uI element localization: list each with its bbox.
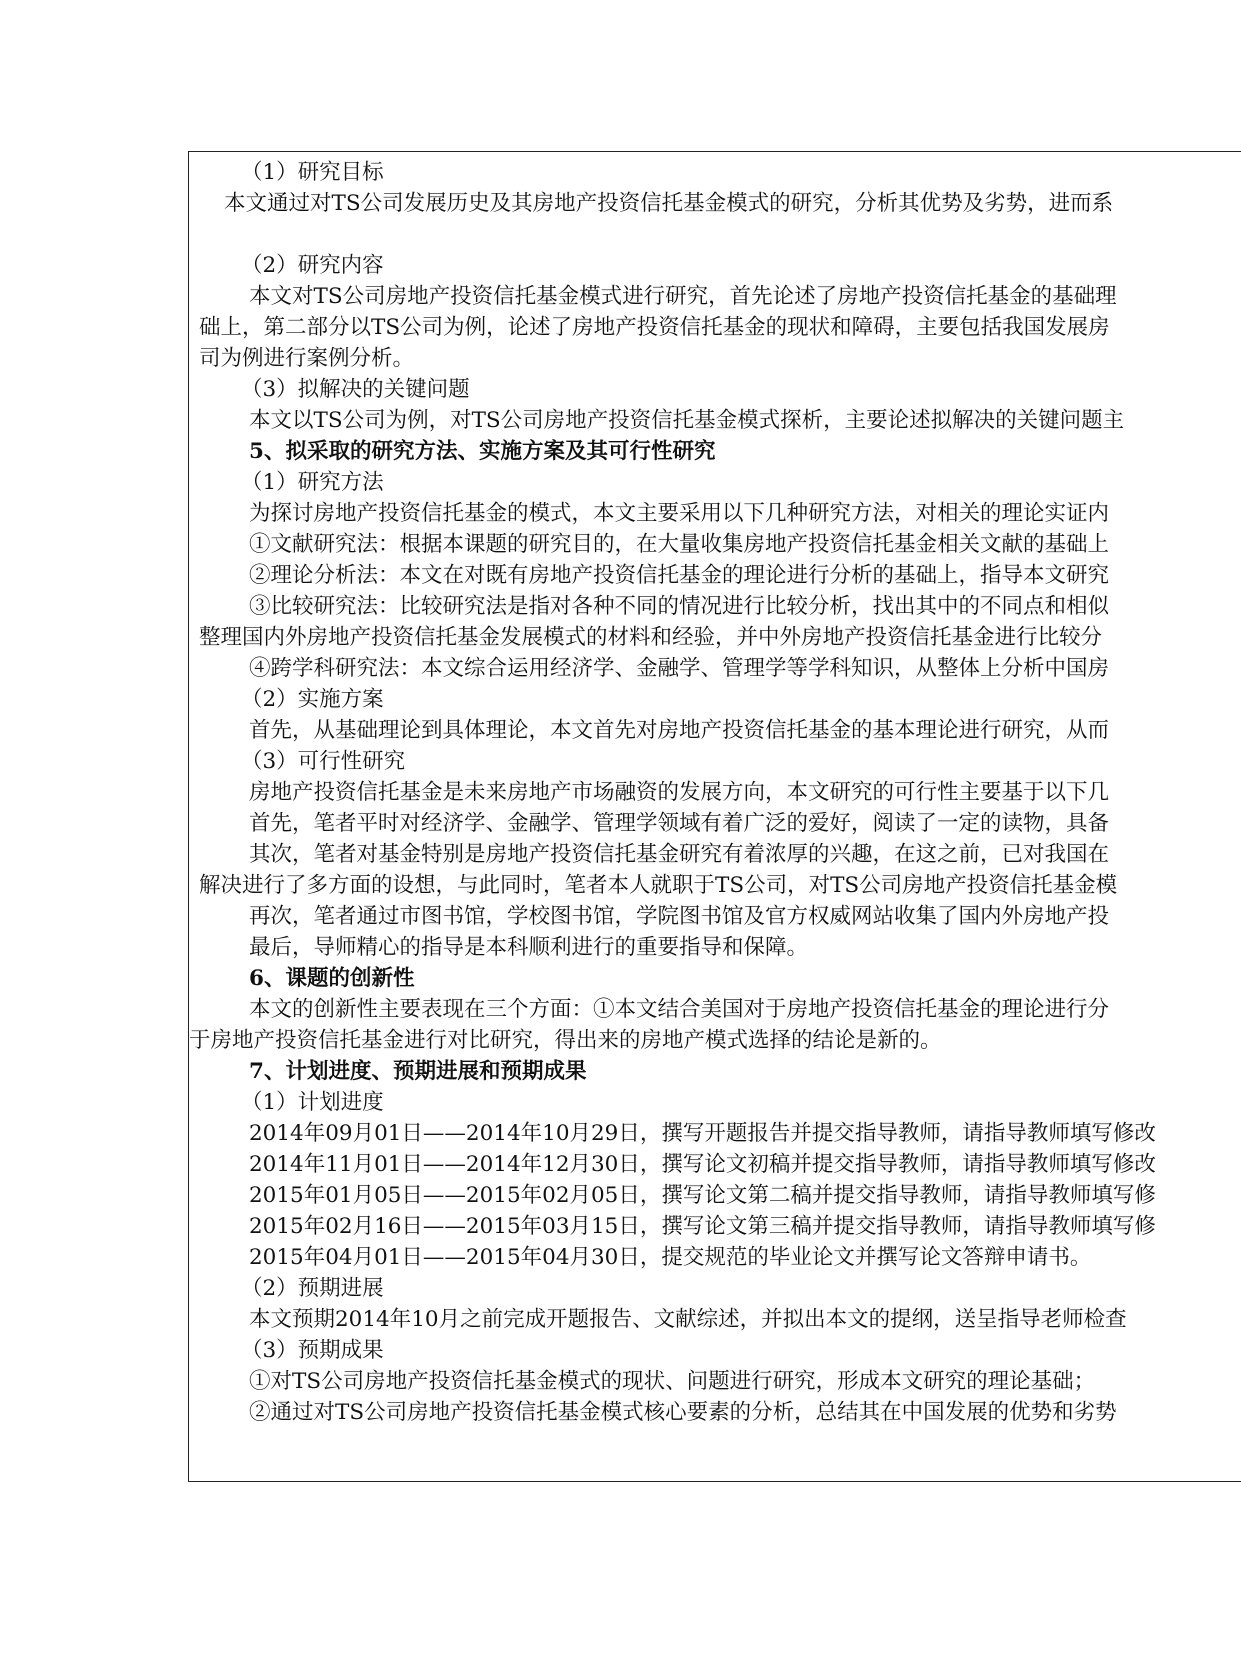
paragraph-line: 再次，笔者通过市图书馆，学校图书馆，学院图书馆及官方权威网站收集了国内外房地产投 bbox=[249, 904, 1110, 929]
paragraph-line: 于房地产投资信托基金进行对比研究，得出来的房地产模式选择的结论是新的。 bbox=[189, 1028, 942, 1053]
paragraph-line: （2）研究内容 bbox=[241, 253, 384, 278]
paragraph-line: 为探讨房地产投资信托基金的模式，本文主要采用以下几种研究方法，对相关的理论实证内 bbox=[249, 501, 1110, 526]
paragraph-line: 最后，导师精心的指导是本科顺利进行的重要指导和保障。 bbox=[249, 935, 809, 960]
paragraph-line: （2）预期进展 bbox=[241, 1276, 384, 1301]
paragraph-line: （1）研究目标 bbox=[241, 160, 384, 185]
paragraph-line: ①文献研究法：根据本课题的研究目的，在大量收集房地产投资信托基金相关文献的基础上 bbox=[249, 532, 1110, 557]
paragraph-line: 首先，笔者平时对经济学、金融学、管理学领域有着广泛的爱好，阅读了一定的读物，具备 bbox=[249, 811, 1110, 836]
paragraph-line: 房地产投资信托基金是未来房地产市场融资的发展方向，本文研究的可行性主要基于以下几 bbox=[249, 780, 1110, 805]
paragraph-line: 2014年09月01日——2014年10月29日，撰写开题报告并提交指导教师，请指导教师填写修改 bbox=[249, 1121, 1156, 1146]
section-heading: 6、课题的创新性 bbox=[249, 966, 415, 991]
paragraph-line: （3）可行性研究 bbox=[241, 749, 406, 774]
paragraph-line: 首先，从基础理论到具体理论，本文首先对房地产投资信托基金的基本理论进行研究，从而 bbox=[249, 718, 1110, 743]
paragraph-line: （3）拟解决的关键问题 bbox=[241, 377, 470, 402]
paragraph-line: （1）研究方法 bbox=[241, 470, 384, 495]
section-heading: 5、拟采取的研究方法、实施方案及其可行性研究 bbox=[249, 439, 716, 464]
paragraph-line: 2014年11月01日——2014年12月30日，撰写论文初稿并提交指导教师，请指导教师填写修改 bbox=[249, 1152, 1156, 1177]
paragraph-line: ①对TS公司房地产投资信托基金模式的现状、问题进行研究，形成本文研究的理论基础； bbox=[249, 1369, 1096, 1394]
paragraph-line: 础上，第二部分以TS公司为例，论述了房地产投资信托基金的现状和障碍，主要包括我国发展房 bbox=[199, 315, 1110, 340]
paragraph-line: ③比较研究法：比较研究法是指对各种不同的情况进行比较分析，找出其中的不同点和相似 bbox=[249, 594, 1110, 619]
paragraph-line: （1）计划进度 bbox=[241, 1090, 384, 1115]
paragraph-line: 其次，笔者对基金特别是房地产投资信托基金研究有着浓厚的兴趣，在这之前，已对我国在 bbox=[249, 842, 1110, 867]
paragraph-line: 2015年02月16日——2015年03月15日，撰写论文第三稿并提交指导教师，请指导教师填写修 bbox=[249, 1214, 1156, 1239]
paragraph-line: ④跨学科研究法：本文综合运用经济学、金融学、管理学等学科知识，从整体上分析中国房 bbox=[249, 656, 1110, 681]
paragraph-line: 本文通过对TS公司发展历史及其房地产投资信托基金模式的研究，分析其优势及劣势，进而系 bbox=[224, 191, 1114, 216]
document-body bbox=[189, 152, 1241, 1480]
paragraph-line: （3）预期成果 bbox=[241, 1338, 384, 1363]
paragraph-line: 本文预期2014年10月之前完成开题报告、文献综述，并拟出本文的提纲，送呈指导老师检查 bbox=[249, 1307, 1127, 1332]
paragraph-line: ②理论分析法：本文在对既有房地产投资信托基金的理论进行分析的基础上，指导本文研究 bbox=[249, 563, 1110, 588]
paragraph-line: ②通过对TS公司房地产投资信托基金模式核心要素的分析，总结其在中国发展的优势和劣势 bbox=[249, 1400, 1117, 1425]
paragraph-line: 本文对TS公司房地产投资信托基金模式进行研究，首先论述了房地产投资信托基金的基础理 bbox=[249, 284, 1117, 309]
paragraph-line: 本文的创新性主要表现在三个方面：①本文结合美国对于房地产投资信托基金的理论进行分 bbox=[249, 997, 1110, 1022]
paragraph-line: 整理国内外房地产投资信托基金发展模式的材料和经验，并中外房地产投资信托基金进行比较分 bbox=[199, 625, 1103, 650]
paragraph-line: 2015年01月05日——2015年02月05日，撰写论文第二稿并提交指导教师，请指导教师填写修 bbox=[249, 1183, 1156, 1208]
section-heading: 7、计划进度、预期进展和预期成果 bbox=[249, 1059, 587, 1084]
paragraph-line: 司为例进行案例分析。 bbox=[199, 346, 415, 371]
paragraph-line: 2015年04月01日——2015年04月30日，提交规范的毕业论文并撰写论文答辩申请书。 bbox=[249, 1245, 1092, 1270]
paragraph-line: （2）实施方案 bbox=[241, 687, 384, 712]
paragraph-line: 本文以TS公司为例，对TS公司房地产投资信托基金模式探析，主要论述拟解决的关键问题主 bbox=[249, 408, 1125, 433]
paragraph-line: 解决进行了多方面的设想，与此同时，笔者本人就职于TS公司，对TS公司房地产投资信托基金模 bbox=[199, 873, 1118, 898]
